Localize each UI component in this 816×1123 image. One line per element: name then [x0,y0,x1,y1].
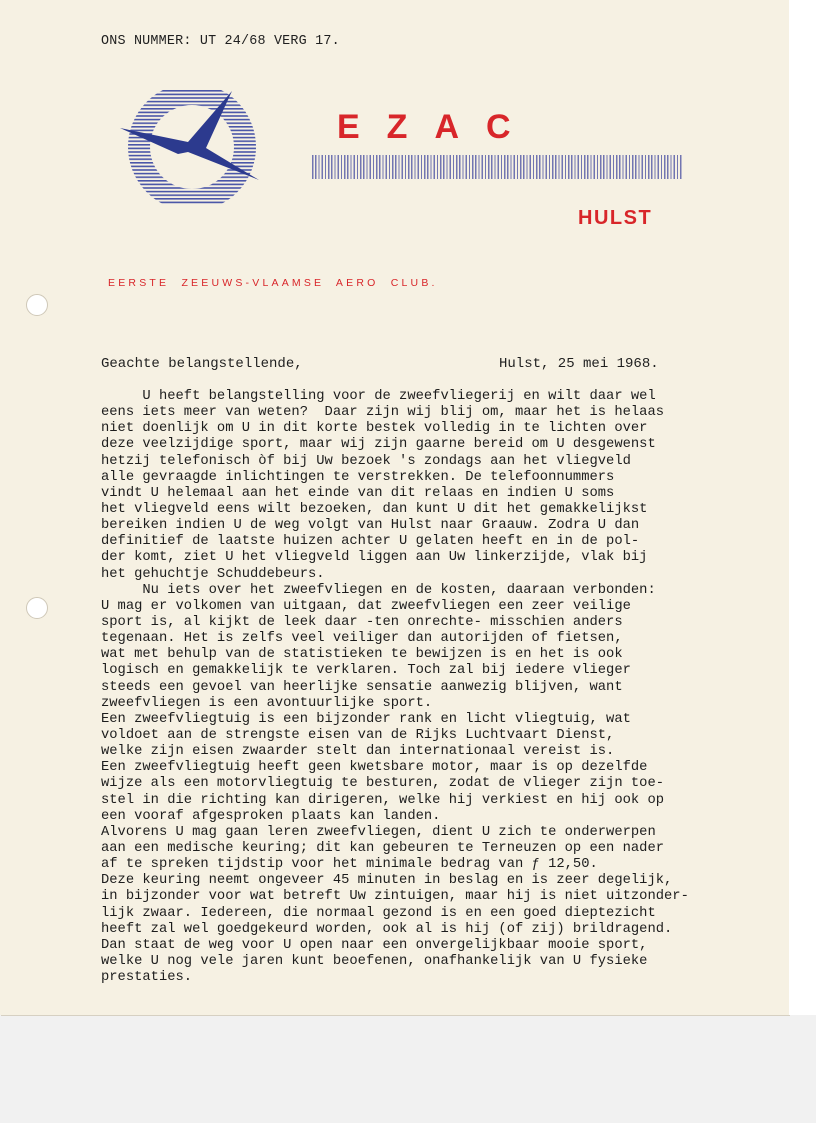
body-line: in bijzonder voor wat betreft Uw zintuigen, maar hij is niet uitzonder- [101,889,689,905]
reference-number: ONS NUMMER: UT 24/68 VERG 17. [101,34,340,49]
body-line: prestaties. [101,970,193,986]
punch-hole [26,597,48,619]
body-line: lijk zwaar. Iedereen, die normaal gezond is en een goed dieptezicht [101,905,656,921]
body-line: af te spreken tijdstip voor het minimale bedrag van ƒ 12,50. [101,857,598,873]
body-line: een vooraf afgesproken plaats kan landen. [101,808,441,824]
body-line: vindt U helemaal aan het einde van dit relaas en indien U soms [101,485,615,501]
body-line: hetzij telefonisch òf bij Uw bezoek 's zondags aan het vliegveld [101,453,631,469]
body-line: het gehuchtje Schuddebeurs. [101,566,325,582]
letter-body [101,389,721,986]
body-line: U mag er volkomen van uitgaan, dat zweefvliegen een zeer veilige [101,598,631,614]
body-line: zweefvliegen is een avontuurlijke sport. [101,695,433,711]
glider-in-circle-icon [114,90,270,210]
body-line: wat met behulp van de statistieken te bewijzen is en het is ook [101,647,623,663]
date-line: Hulst, 25 mei 1968. [499,356,659,372]
body-line: sport is, al kijkt de leek daar -ten onrechte- misschien anders [101,614,623,630]
letterhead-rule [312,155,682,179]
body-line: U heeft belangstelling voor de zweefvliegerij en wilt daar wel [101,389,656,404]
body-line: Alvorens U mag gaan leren zweefvliegen, dient U zich te onderwerpen [101,824,656,840]
club-city: HULST [578,207,653,229]
body-line: steeds een gevoel van heerlijke sensatie aanwezig blijven, want [101,679,623,695]
body-line: logisch en gemakkelijk te verklaren. Toch zal bij iedere vlieger [101,663,631,679]
body-line: welke U nog vele jaren kunt beoefenen, onafhankelijk van U fysieke [101,953,648,969]
body-line: tegenaan. Het is zelfs veel veiliger dan autorijden of fietsen, [101,631,623,647]
body-line: het vliegveld eens wilt bezoeken, dan kunt U dit het gemakkelijkst [101,501,648,517]
body-line: wijze als een motorvliegtuig te besturen, zodat de vlieger zijn toe- [101,776,665,792]
body-line: voldoet aan de strengste eisen van de Rijks Luchtvaart Dienst, [101,727,615,743]
body-line: Een zweefvliegtuig heeft geen kwetsbare motor, maar is op dezelfde [101,760,648,776]
body-line: welke zijn eisen zwaarder stelt dan internationaal vereist is. [101,744,615,760]
body-line: Een zweefvliegtuig is een bijzonder rank en licht vliegtuig, wat [101,711,631,727]
body-line: Nu iets over het zweefvliegen en de kosten, daaraan verbonden: [101,582,656,598]
body-line: aan een medische keuring; dit kan gebeuren te Terneuzen op een nader [101,840,665,856]
body-line: Dan staat de weg voor U open naar een onvergelijkbaar mooie sport, [101,937,648,953]
club-full-name: EERSTE ZEEUWS-VLAAMSE AERO CLUB. [108,277,438,289]
page-margin [789,0,816,1015]
body-line: stel in die richting kan dirigeren, welke hij verkiest en hij ook op [101,792,665,808]
body-line: Deze keuring neemt ongeveer 45 minuten in beslag en is zeer degelijk, [101,873,673,889]
body-line: niet doenlijk om U in dit korte bestek volledig in te lichten over [101,421,648,437]
body-line: der komt, ziet U het vliegveld liggen aan Uw linkerzijde, vlak bij [101,550,648,566]
body-line: deze veelzijdige sport, maar wij zijn gaarne bereid om U desgewenst [101,437,656,453]
body-line: heeft zal wel goedgekeurd worden, ook al is hij (of zij) brildragend. [101,921,673,937]
body-line: bereiken indien U de weg volgt van Hulst naar Graauw. Zodra U dan [101,518,640,534]
punch-hole [26,294,48,316]
body-line: definitief de laatste huizen achter U gelaten heeft en in de pol- [101,534,640,550]
body-line: eens iets meer van weten? Daar zijn wij blij om, maar het is helaas [101,405,665,421]
body-line: alle gevraagde inlichtingen te verstrekken. De telefoonnummers [101,469,615,485]
salutation: Geachte belangstellende, [101,356,303,372]
club-brand: EZAC [337,108,538,146]
